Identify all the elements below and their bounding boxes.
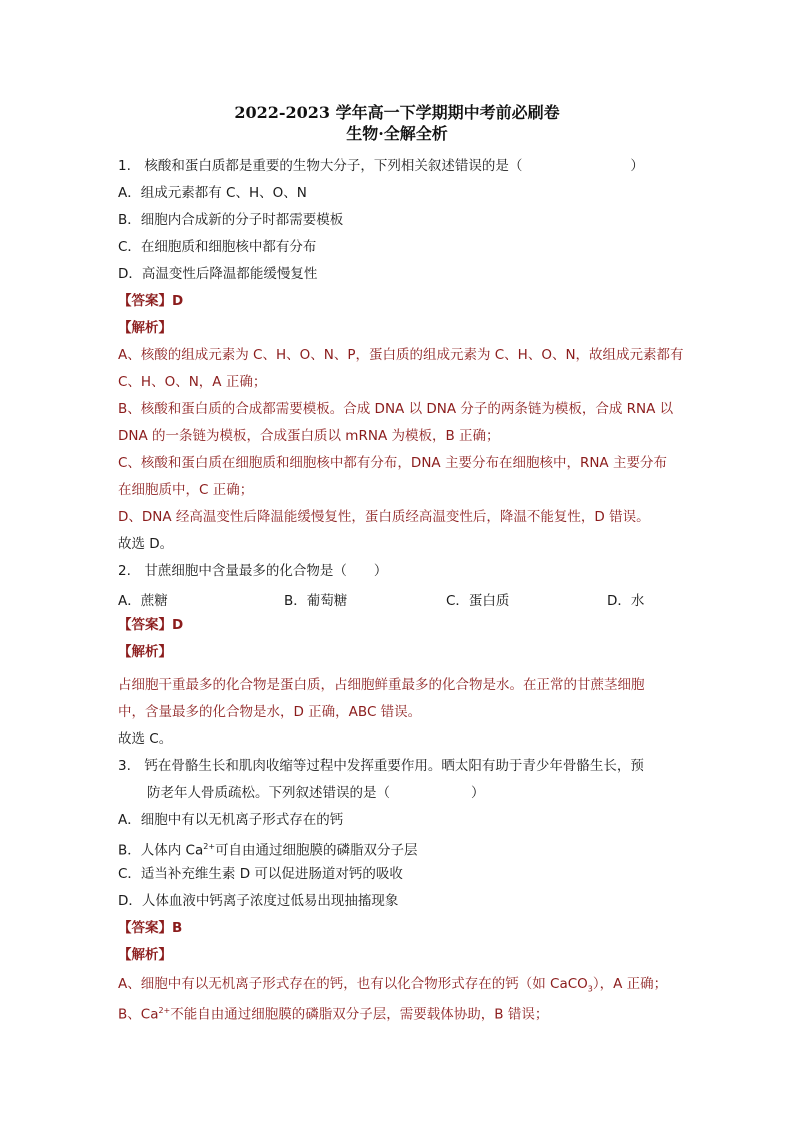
charge-superscript: 2+	[158, 1006, 171, 1015]
q1-answer: 【答案】D	[118, 293, 184, 309]
q1-option-b: B．细胞内合成新的分子时都需要模板	[118, 212, 344, 228]
q1-explanation-line: D、DNA 经高温变性后降温能缓慢复性，蛋白质经高温变性后，降温不能复性，D 错误。	[118, 509, 650, 525]
q3-answer: 【答案】B	[118, 920, 183, 936]
document-subtitle: 生物·全解全析	[346, 124, 448, 143]
q1-explanation-line: C、H、O、N，A 正确；	[118, 374, 267, 390]
q3-analysis-label: 【解析】	[118, 947, 172, 963]
q3-option-d: D．人体血液中钙离子浓度过低易出现抽搐现象	[118, 893, 399, 909]
q2-option-b: B．葡萄糖	[284, 593, 348, 609]
q2-option-a: A．蔗糖	[118, 593, 168, 609]
q2-option-c: C．蛋白质	[446, 593, 510, 609]
q3-explanation-text: ），A 正确；	[592, 976, 668, 992]
q2-answer: 【答案】D	[118, 617, 184, 633]
q3-explanation-text: 不能自由通过细胞膜的磷脂双分子层，需要载体协助，B 错误；	[170, 1006, 549, 1023]
q3-explanation-line	[118, 975, 667, 999]
q1-explanation-line: A、核酸的组成元素为 C、H、O、N、P，蛋白质的组成元素为 C、H、O、N，故组成元素都有	[118, 347, 684, 363]
q2-explanation-line: 占细胞干重最多的化合物是蛋白质，占细胞鲜重最多的化合物是水。在正常的甘蔗茎细胞	[118, 677, 645, 693]
q1-stem: 1. 核酸和蛋白质都是重要的生物大分子，下列相关叙述错误的是（ ）	[118, 158, 644, 174]
charge-superscript: 2+	[203, 842, 216, 851]
q2-explanation-line: 中，含量最多的化合物是水，D 正确，ABC 错误。	[118, 704, 422, 720]
q1-explanation-line: C、核酸和蛋白质在细胞质和细胞核中都有分布，DNA 主要分布在细胞核中，RNA 主要分布	[118, 455, 667, 471]
q1-analysis-label: 【解析】	[118, 320, 172, 336]
q2-option-d: D．水	[607, 593, 645, 609]
q1-option-c: C．在细胞质和细胞核中都有分布	[118, 239, 317, 255]
q3-stem: 3. 钙在骨骼生长和肌肉收缩等过程中发挥重要作用。晒太阳有助于青少年骨骼生长，预	[118, 758, 644, 774]
q3-stem-continued: 防老年人骨质疏松。下列叙述错误的是（ ）	[147, 785, 485, 801]
q3-option-c: C．适当补充维生素 D 可以促进肠道对钙的吸收	[118, 866, 403, 882]
q1-explanation-line: DNA 的一条链为模板，合成蛋白质以 mRNA 为模板，B 正确；	[118, 428, 500, 444]
q2-stem: 2. 甘蔗细胞中含量最多的化合物是（ ）	[118, 563, 388, 579]
q3-option-b-text: B．人体内 Ca	[118, 842, 204, 859]
q3-option-b	[118, 838, 418, 860]
q2-analysis-label: 【解析】	[118, 644, 172, 660]
q3-option-a: A．细胞中有以无机离子形式存在的钙	[118, 812, 344, 828]
q1-explanation-line: 在细胞质中，C 正确；	[118, 482, 254, 498]
q2-conclusion: 故选 C。	[118, 731, 173, 747]
q3-option-b-text: 可自由通过细胞膜的磷脂双分子层	[215, 842, 418, 859]
q1-explanation-line: B、核酸和蛋白质的合成都需要模板。合成 DNA 以 DNA 分子的两条链为模板，合成 RNA 以	[118, 401, 674, 417]
q3-explanation-line	[118, 1002, 548, 1024]
q1-conclusion: 故选 D。	[118, 536, 174, 552]
q1-option-d: D．高温变性后降温都能缓慢复性	[118, 266, 318, 282]
document-title: 2022-2023 学年高一下学期期中考前必刷卷	[234, 103, 560, 122]
q3-explanation-text: B、Ca	[118, 1006, 159, 1023]
formula-subscript: 3	[587, 984, 593, 994]
q1-option-a: A．组成元素都有 C、H、O、N	[118, 185, 307, 201]
q3-explanation-text: A、细胞中有以无机离子形式存在的钙，也有以化合物形式存在的钙（如 CaCO	[118, 976, 588, 992]
